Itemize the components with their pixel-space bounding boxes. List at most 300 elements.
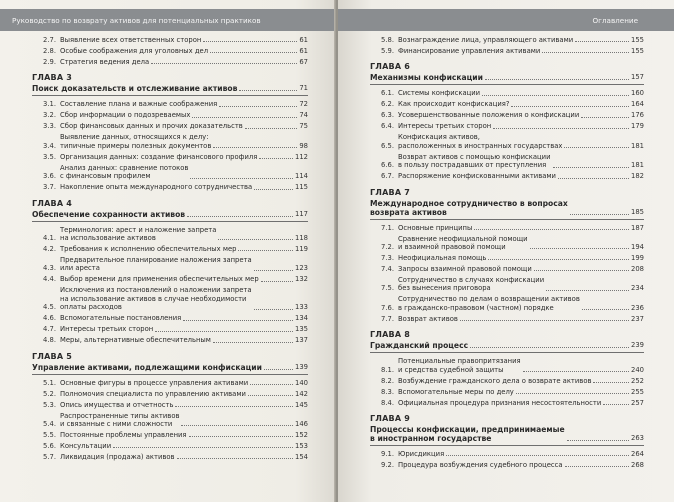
entry-page: 181	[631, 141, 644, 150]
toc-entry	[370, 276, 644, 293]
entry-title: Официальная процедура признания несостоятельности	[398, 398, 602, 407]
entry-number: 9.1.	[381, 450, 394, 459]
chapter-label: ГЛАВА 7	[370, 187, 410, 197]
entry-title: Предварительное планирование наложения запрета или ареста	[60, 256, 252, 273]
toc-entry	[32, 286, 308, 311]
entry-title: Основные принципы	[398, 223, 473, 232]
chapter-title: Управление активами, подлежащими конфискации	[32, 362, 262, 372]
toc-entry	[32, 336, 308, 344]
entry-text-wrap	[398, 357, 644, 374]
entry-number: 2.9.	[43, 58, 56, 66]
entry-page: 255	[631, 387, 644, 396]
running-head	[0, 9, 336, 31]
entry-page: 187	[631, 223, 644, 232]
toc-entry	[32, 111, 308, 119]
right-page	[338, 0, 674, 502]
toc-entry	[370, 224, 644, 232]
entry-title: Потенциальные правопритязания и средства судебной защиты	[398, 357, 521, 374]
entry-text-wrap	[60, 164, 308, 181]
entry-number: 5.4.	[43, 420, 56, 429]
entry-title: Распространенные типы активов и связанные с ними сложности	[60, 411, 180, 429]
running-head-text: Руководство по возврату активов для потенциальных практиков	[12, 15, 261, 25]
dot-leader	[542, 52, 629, 53]
entry-title: Усовершенствованные положения о конфискации	[398, 111, 580, 120]
entry-number: 5.9.	[381, 47, 394, 55]
entry-page: 199	[631, 254, 644, 263]
entry-text-wrap	[398, 224, 644, 232]
entry-title: Анализ данных: сравнение потоков с финансовым профилем	[60, 163, 189, 181]
entry-title: Вспомогательные постановления	[60, 314, 182, 323]
entry-title: Накопление опыта международного сотрудничества	[60, 183, 253, 192]
toc-entry	[370, 461, 644, 469]
chapter-label: ГЛАВА 5	[32, 351, 72, 361]
dot-leader	[218, 239, 293, 240]
dot-leader	[581, 117, 629, 118]
entry-text-wrap	[60, 122, 308, 130]
toc-entry	[370, 153, 644, 170]
chapter-heading	[32, 363, 308, 375]
entry-text-wrap	[398, 47, 644, 55]
entry-page: 67	[299, 58, 308, 66]
entry-page: 182	[631, 172, 644, 181]
entry-text-wrap	[60, 379, 308, 387]
dot-leader	[485, 79, 629, 80]
entry-text-wrap	[60, 442, 308, 450]
entry-page: 115	[295, 183, 308, 192]
entry-page: 133	[295, 303, 308, 312]
entry-page: 237	[631, 314, 644, 323]
entry-number: 4.3.	[43, 264, 56, 273]
dot-leader	[248, 395, 293, 396]
entry-page: 145	[295, 400, 308, 409]
toc-entry	[32, 256, 308, 273]
chapter-heading	[370, 341, 644, 353]
entry-page: 236	[631, 303, 644, 312]
entry-page: 140	[295, 378, 308, 387]
dot-leader	[213, 147, 297, 148]
entry-number: 8.3.	[381, 387, 394, 396]
dot-leader	[470, 347, 629, 348]
toc-entry	[370, 254, 644, 262]
toc-entry	[32, 183, 308, 191]
entry-title: Стратегия ведения дела	[60, 58, 150, 66]
dot-leader	[488, 259, 629, 260]
entry-title: Финансирование управления активами	[398, 47, 541, 55]
entry-number: 3.4.	[43, 141, 56, 150]
entry-number: 4.1.	[43, 234, 56, 243]
dot-leader	[192, 117, 297, 118]
entry-title: Вознаграждение лица, управляющего активами	[398, 36, 574, 44]
dot-leader	[190, 178, 293, 179]
entry-text-wrap	[398, 122, 644, 130]
entry-text-wrap	[398, 36, 644, 44]
toc-entry	[32, 442, 308, 450]
entry-title: Юрисдикция	[398, 450, 445, 459]
entry-title: Особые соображения для уголовных дел	[60, 47, 209, 55]
chapter-label: ГЛАВА 4	[32, 198, 72, 208]
left-page	[0, 0, 336, 502]
dot-leader	[155, 331, 293, 332]
entry-number: 3.5.	[43, 152, 56, 161]
toc-entry	[370, 377, 644, 385]
entry-text-wrap	[398, 377, 644, 385]
entry-page: 160	[631, 89, 644, 98]
entry-title: Терминология: арест и наложение запрета на использование активов	[60, 225, 217, 243]
entry-title: Интересы третьих сторон	[60, 325, 154, 334]
entry-title: Основные фигуры в процессе управления активами	[60, 378, 249, 387]
toc-entry	[32, 100, 308, 108]
toc-entry	[32, 390, 308, 398]
entry-text-wrap	[398, 388, 644, 396]
entry-text-wrap	[398, 100, 644, 108]
entry-page: 152	[295, 431, 308, 440]
entry-number: 3.1.	[43, 100, 56, 109]
entry-number: 3.7.	[43, 183, 56, 192]
entry-title: Составление плана и важные соображения	[60, 100, 218, 109]
toc-entry	[370, 399, 644, 407]
entry-page: 135	[295, 325, 308, 334]
entry-page: 252	[631, 376, 644, 385]
entry-text-wrap	[60, 431, 308, 439]
chapter-page: 117	[295, 209, 308, 218]
toc-entry	[370, 111, 644, 119]
entry-text-wrap	[60, 183, 308, 191]
entry-page: 118	[295, 234, 308, 243]
entry-number: 6.3.	[381, 111, 394, 120]
entry-page: 137	[295, 336, 308, 345]
chapter-title: Поиск доказательств и отслеживание активов	[32, 84, 238, 94]
dot-leader	[511, 106, 629, 107]
toc-entry	[32, 453, 308, 461]
entry-text-wrap	[398, 254, 644, 262]
dot-leader	[254, 270, 293, 271]
toc-right	[370, 36, 644, 469]
toc-entry	[32, 164, 308, 181]
toc-left	[32, 36, 308, 461]
chapter-label: ГЛАВА 9	[370, 414, 410, 424]
dot-leader	[245, 128, 298, 129]
entry-number: 7.7.	[381, 314, 394, 323]
entry-text-wrap	[60, 286, 308, 311]
entry-number: 4.8.	[43, 336, 56, 345]
entry-page: 164	[631, 100, 644, 109]
entry-title: Выявление данных, относящихся к делу: типичные примеры полезных документов	[60, 133, 212, 150]
entry-number: 8.2.	[381, 376, 394, 385]
entry-page: 208	[631, 265, 644, 274]
entry-page: 61	[299, 47, 308, 55]
entry-number: 5.3.	[43, 400, 56, 409]
toc-entry	[370, 388, 644, 396]
entry-title: Выявление всех ответственных сторон	[60, 36, 202, 44]
dot-leader	[189, 436, 293, 437]
entry-number: 6.5.	[381, 141, 394, 150]
entry-number: 7.5.	[381, 284, 394, 293]
dot-leader	[264, 369, 293, 370]
entry-text-wrap	[60, 36, 308, 44]
entry-number: 4.2.	[43, 245, 56, 254]
dot-leader	[254, 189, 293, 190]
entry-title: Полномочия специалиста по управлению активами	[60, 389, 246, 398]
entry-text-wrap	[398, 133, 644, 150]
entry-text-wrap	[60, 153, 308, 161]
chapter-page: 263	[631, 434, 644, 443]
entry-number: 7.4.	[381, 265, 394, 274]
entry-text-wrap	[60, 47, 308, 55]
entry-number: 7.6.	[381, 303, 394, 312]
toc-entry	[370, 265, 644, 273]
entry-title: Системы конфискации	[398, 89, 481, 98]
entry-title: Сбор финансовых данных и прочих доказательств	[60, 122, 243, 131]
chapter-page: 71	[299, 84, 308, 93]
entry-text-wrap	[60, 412, 308, 429]
entry-text-wrap	[60, 58, 308, 66]
entry-number: 3.3.	[43, 122, 56, 131]
toc-entry	[32, 153, 308, 161]
entry-number: 8.4.	[381, 398, 394, 407]
entry-text-wrap	[60, 226, 308, 243]
dot-leader	[259, 158, 293, 159]
chapter-title: Процессы конфискации, предпринимаемые в иностранном государстве	[370, 425, 565, 444]
entry-number: 5.5.	[43, 431, 56, 440]
toc-entry	[32, 314, 308, 322]
toc-entry	[32, 36, 308, 44]
entry-text-wrap	[60, 100, 308, 108]
dot-leader	[210, 52, 297, 53]
entry-title: Сотрудничество по делам о возвращении активов в гражданско-правовом (частном) порядке	[398, 295, 580, 312]
chapter-heading	[32, 84, 308, 96]
entry-text-wrap	[60, 401, 308, 409]
chapter-heading	[32, 210, 308, 222]
entry-number: 3.2.	[43, 111, 56, 120]
toc-entry	[32, 226, 308, 243]
chapter-page: 239	[631, 341, 644, 350]
entry-text-wrap	[60, 453, 308, 461]
entry-title: Меры, альтернативные обеспечительным	[60, 336, 211, 345]
entry-number: 6.2.	[381, 100, 394, 109]
chapter-heading	[370, 199, 644, 220]
dot-leader	[238, 250, 293, 251]
dot-leader	[151, 63, 297, 64]
entry-number: 9.2.	[381, 461, 394, 470]
dot-leader	[261, 281, 293, 282]
entry-text-wrap	[398, 295, 644, 312]
dot-leader	[183, 320, 293, 321]
dot-leader	[460, 320, 629, 321]
entry-page: 194	[631, 243, 644, 252]
entry-page: 72	[299, 100, 308, 109]
toc-entry	[32, 275, 308, 283]
dot-leader	[113, 447, 293, 448]
dot-leader	[575, 41, 629, 42]
toc-entry	[370, 235, 644, 252]
running-head-text: Оглавление	[592, 15, 638, 25]
entry-title: Неофициальная помощь	[398, 254, 487, 263]
entry-page: 112	[295, 152, 308, 161]
dot-leader	[546, 290, 629, 291]
entry-title: Запросы взаимной правовой помощи	[398, 265, 532, 274]
entry-number: 5.1.	[43, 378, 56, 387]
entry-text-wrap	[60, 336, 308, 344]
entry-number: 7.1.	[381, 223, 394, 232]
dot-leader	[593, 382, 629, 383]
entry-title: Распоряжение конфискованными активами	[398, 172, 556, 181]
toc-entry	[370, 133, 644, 150]
entry-text-wrap	[60, 325, 308, 333]
toc-entry	[370, 295, 644, 312]
dot-leader	[446, 455, 629, 456]
entry-text-wrap	[60, 245, 308, 253]
entry-title: Ликвидация (продажа) активов	[60, 453, 175, 462]
dot-leader	[474, 229, 629, 230]
entry-page: 123	[295, 264, 308, 273]
entry-text-wrap	[60, 133, 308, 150]
entry-page: 75	[299, 122, 308, 131]
entry-page: 154	[295, 453, 308, 462]
entry-number: 5.6.	[43, 442, 56, 451]
dot-leader	[493, 128, 629, 129]
entry-title: Опись имущества и отчетность	[60, 400, 174, 409]
dot-leader	[181, 425, 293, 426]
dot-leader	[553, 167, 630, 168]
chapter-label: ГЛАВА 8	[370, 330, 410, 340]
entry-number: 7.3.	[381, 254, 394, 263]
toc-entry	[370, 450, 644, 458]
dot-leader	[530, 248, 629, 249]
entry-number: 7.2.	[381, 243, 394, 252]
entry-title: Сотрудничество в случаях конфискации без вынесения приговора	[398, 276, 545, 293]
entry-title: Сравнение неофициальной помощи и взаимной правовой помощи	[398, 234, 528, 252]
entry-title: Консультации	[60, 442, 112, 451]
entry-number: 5.7.	[43, 453, 56, 462]
entry-number: 4.4.	[43, 275, 56, 284]
entry-number: 2.8.	[43, 47, 56, 55]
entry-text-wrap	[398, 153, 644, 170]
toc-entry	[370, 100, 644, 108]
entry-text-wrap	[60, 390, 308, 398]
entry-page: 134	[295, 314, 308, 323]
dot-leader	[213, 342, 293, 343]
entry-text-wrap	[60, 314, 308, 322]
entry-page: 176	[631, 111, 644, 120]
entry-page: 132	[295, 275, 308, 284]
entry-number: 6.6.	[381, 161, 394, 170]
dot-leader	[564, 147, 629, 148]
dot-leader	[177, 458, 293, 459]
entry-page: 114	[295, 172, 308, 181]
chapter-page: 185	[631, 207, 644, 216]
entry-text-wrap	[398, 172, 644, 180]
entry-page: 153	[295, 442, 308, 451]
entry-title: Выбор времени для применения обеспечительных мер	[60, 275, 259, 284]
entry-page: 264	[631, 450, 644, 459]
toc-entry	[32, 379, 308, 387]
dot-leader	[523, 371, 629, 372]
entry-number: 2.7.	[43, 36, 56, 44]
entry-title: Процедура возбуждения судебного процесса	[398, 461, 563, 470]
entry-text-wrap	[398, 461, 644, 469]
entry-page: 240	[631, 365, 644, 374]
entry-text-wrap	[398, 265, 644, 273]
toc-entry	[370, 47, 644, 55]
chapter-page: 157	[631, 73, 644, 82]
dot-leader	[187, 216, 293, 217]
entry-text-wrap	[60, 256, 308, 273]
dot-leader	[482, 95, 629, 96]
entry-page: 119	[295, 245, 308, 254]
entry-page: 61	[299, 36, 308, 44]
dot-leader	[175, 406, 293, 407]
chapter-label: ГЛАВА 3	[32, 73, 72, 83]
entry-page: 179	[631, 122, 644, 131]
toc-entry	[370, 357, 644, 374]
running-head	[338, 9, 674, 31]
entry-number: 4.5.	[43, 303, 56, 312]
entry-number: 3.6.	[43, 172, 56, 181]
entry-title: Сбор информации о подозреваемых	[60, 111, 191, 120]
chapter-title: Международное сотрудничество в вопросах возврата активов	[370, 198, 568, 217]
toc-entry	[32, 122, 308, 130]
entry-number: 4.7.	[43, 325, 56, 334]
entry-title: Интересы третьих сторон	[398, 122, 492, 131]
entry-title: Исключения из постановлений о наложении запрета на использование активов в случае необходимости оплаты расходов	[60, 286, 252, 312]
entry-title: Как происходит конфискация?	[398, 100, 510, 109]
toc-entry	[32, 47, 308, 55]
entry-page: 98	[299, 141, 308, 150]
entry-number: 5.2.	[43, 389, 56, 398]
toc-entry	[370, 315, 644, 323]
entry-page: 155	[631, 47, 644, 55]
dot-leader	[219, 106, 297, 107]
chapter-title: Обеспечение сохранности активов	[32, 209, 186, 219]
dot-leader	[567, 440, 629, 441]
toc-entry	[370, 122, 644, 130]
toc-entry	[370, 89, 644, 97]
dot-leader	[203, 41, 297, 42]
entry-text-wrap	[398, 315, 644, 323]
entry-title: Возбуждение гражданского дела о возврате активов	[398, 376, 592, 385]
entry-number: 8.1.	[381, 365, 394, 374]
dot-leader	[565, 466, 629, 467]
entry-text-wrap	[60, 275, 308, 283]
dot-leader	[582, 309, 629, 310]
entry-page: 257	[631, 398, 644, 407]
entry-title: Требования к исполнению обеспечительных мер	[60, 245, 237, 254]
entry-page: 268	[631, 461, 644, 470]
toc-entry	[32, 133, 308, 150]
toc-entry	[32, 431, 308, 439]
entry-title: Конфискация активов, расположенных в иностранных государствах	[398, 133, 563, 150]
dot-leader	[250, 384, 293, 385]
entry-number: 6.4.	[381, 122, 394, 131]
entry-text-wrap	[398, 276, 644, 293]
toc-entry	[32, 325, 308, 333]
dot-leader	[570, 214, 629, 215]
dot-leader	[516, 393, 629, 394]
toc-entry	[370, 36, 644, 44]
entry-text-wrap	[398, 111, 644, 119]
toc-entry	[32, 401, 308, 409]
entry-number: 6.1.	[381, 89, 394, 98]
entry-title: Организация данных: создание финансового профиля	[60, 152, 258, 161]
entry-title: Возврат активов с помощью конфискации в пользу пострадавших от преступления	[398, 152, 551, 170]
entry-page: 74	[299, 111, 308, 120]
toc-entry	[32, 245, 308, 253]
chapter-title: Механизмы конфискации	[370, 73, 483, 83]
toc-entry	[32, 412, 308, 429]
entry-text-wrap	[398, 235, 644, 252]
dot-leader	[254, 309, 293, 310]
entry-number: 4.6.	[43, 314, 56, 323]
